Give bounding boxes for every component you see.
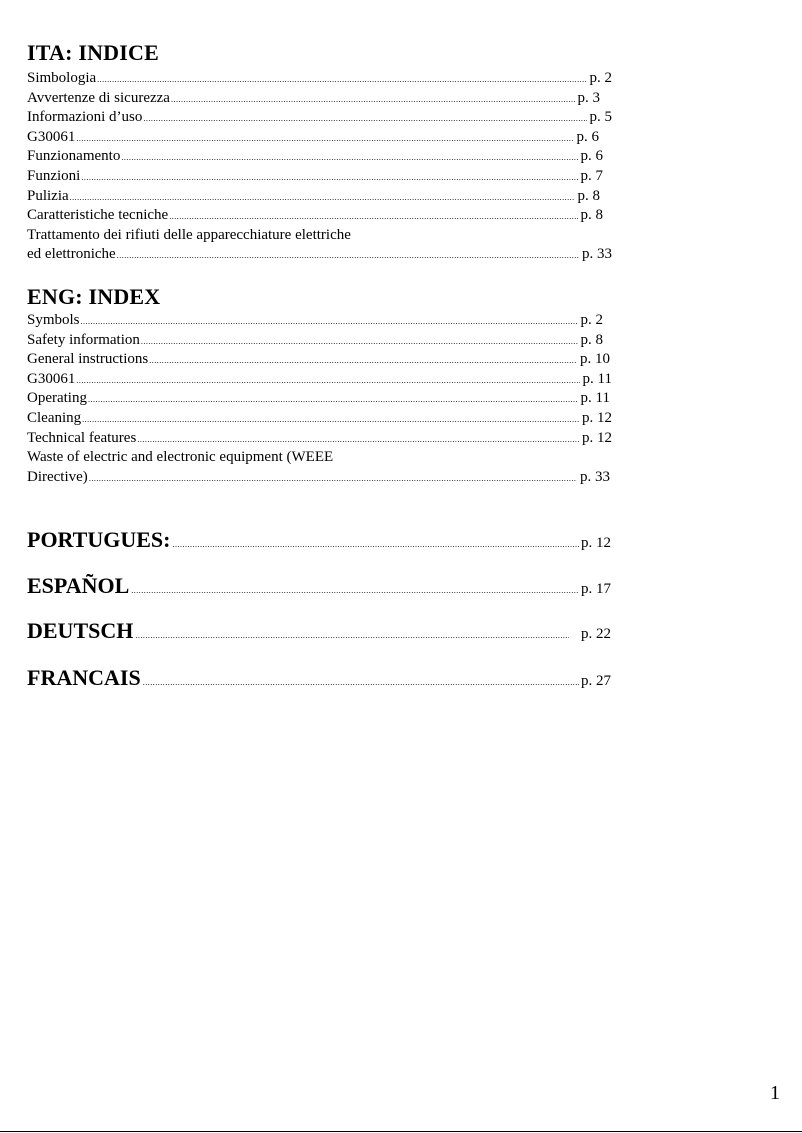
toc-entry-technical bbox=[27, 429, 612, 449]
toc-page-ref: p. 5 bbox=[589, 109, 612, 126]
ita-index-section bbox=[27, 40, 612, 265]
lang-page-ref: p. 22 bbox=[581, 626, 611, 642]
toc-entry-safety bbox=[27, 331, 603, 351]
lang-leader-dots bbox=[135, 631, 569, 640]
toc-leader-dots bbox=[171, 90, 575, 110]
toc-leader-dots bbox=[169, 207, 577, 227]
toc-label: Cleaning bbox=[27, 409, 82, 426]
toc-page-ref: p. 8 bbox=[580, 331, 603, 348]
toc-label: Avvertenze di sicurezza bbox=[27, 89, 170, 106]
lang-entry-portugues bbox=[27, 527, 611, 553]
toc-entry-weee-eng bbox=[27, 468, 610, 488]
toc-entry-funzioni bbox=[27, 167, 603, 187]
toc-label: Pulizia bbox=[27, 187, 69, 204]
toc-entry-informazioni bbox=[27, 108, 612, 128]
toc-label: Technical features bbox=[27, 429, 137, 446]
toc-leader-dots bbox=[89, 469, 577, 489]
toc-entry-operating bbox=[27, 389, 610, 409]
bottom-divider bbox=[0, 1131, 802, 1132]
toc-entry-general bbox=[27, 350, 610, 370]
toc-leader-dots bbox=[76, 129, 573, 149]
toc-leader-dots bbox=[117, 246, 579, 266]
toc-page-ref: p. 6 bbox=[576, 128, 599, 145]
toc-leader-dots bbox=[81, 168, 577, 188]
toc-label: Funzioni bbox=[27, 167, 81, 184]
eng-index-section bbox=[27, 284, 612, 487]
lang-leader-dots bbox=[172, 540, 579, 549]
lang-page-ref: p. 17 bbox=[581, 581, 611, 597]
lang-leader-dots bbox=[143, 678, 579, 687]
toc-page-ref: p. 10 bbox=[580, 351, 610, 368]
lang-entry-deutsch bbox=[27, 618, 611, 644]
lang-label: FRANCAIS bbox=[27, 665, 141, 690]
toc-leader-dots bbox=[121, 148, 577, 168]
toc-entry-g30061 bbox=[27, 128, 599, 148]
toc-leader-dots bbox=[76, 371, 579, 391]
toc-label: Safety information bbox=[27, 331, 140, 348]
toc-page-ref: p. 2 bbox=[589, 70, 612, 86]
lang-entry-francais bbox=[27, 665, 611, 691]
lang-label: ESPAÑOL bbox=[27, 573, 130, 598]
toc-entry-symbols bbox=[27, 311, 603, 331]
toc-entry-weee-eng-line1: Waste of electric and electronic equipment (WEEE bbox=[27, 449, 334, 466]
toc-page-ref: p. 33 bbox=[580, 468, 610, 485]
toc-entry-avvertenze bbox=[27, 89, 600, 109]
toc-page-ref: p. 3 bbox=[577, 89, 600, 106]
toc-leader-dots bbox=[81, 312, 578, 332]
toc-label: Caratteristiche tecniche bbox=[27, 207, 169, 224]
toc-entry-pulizia bbox=[27, 187, 600, 207]
toc-page-ref: p. 2 bbox=[580, 312, 603, 328]
toc-page-ref: p. 8 bbox=[577, 187, 600, 204]
toc-leader-dots bbox=[143, 109, 586, 129]
toc-label: Directive) bbox=[27, 468, 88, 485]
toc-page-ref: p. 7 bbox=[580, 167, 603, 184]
toc-page-ref: p. 8 bbox=[580, 207, 603, 224]
toc-page-ref: p. 11 bbox=[582, 370, 612, 387]
toc-label: G30061 bbox=[27, 370, 76, 387]
toc-label: Simbologia bbox=[27, 70, 97, 86]
lang-page-ref: p. 27 bbox=[581, 673, 611, 689]
toc-entry-simbologia bbox=[27, 69, 612, 89]
toc-leader-dots bbox=[137, 430, 579, 450]
ita-index-title: ITA: INDICE bbox=[27, 40, 159, 65]
toc-page-ref: p. 12 bbox=[582, 429, 612, 446]
eng-index-title: ENG: INDEX bbox=[27, 284, 161, 309]
toc-label: Symbols bbox=[27, 312, 80, 328]
toc-leader-dots bbox=[88, 390, 578, 410]
toc-entry-weee bbox=[27, 245, 612, 265]
toc-label: General instructions bbox=[27, 351, 149, 368]
toc-entry-g30061-eng bbox=[27, 370, 612, 390]
lang-label: PORTUGUES: bbox=[27, 527, 171, 552]
toc-entry-cleaning bbox=[27, 409, 612, 429]
lang-page-ref: p. 12 bbox=[581, 535, 611, 551]
toc-page-ref: p. 11 bbox=[580, 390, 610, 407]
page-number: 1 bbox=[770, 1082, 780, 1104]
toc-label: Informazioni d’uso bbox=[27, 109, 143, 126]
lang-leader-dots bbox=[131, 586, 579, 595]
toc-leader-dots bbox=[70, 188, 575, 208]
toc-label: Operating bbox=[27, 390, 87, 407]
toc-leader-dots bbox=[149, 351, 577, 371]
toc-entry-funzionamento bbox=[27, 147, 603, 167]
toc-page-ref: p. 33 bbox=[582, 246, 612, 263]
lang-label: DEUTSCH bbox=[27, 618, 134, 643]
toc-leader-dots bbox=[141, 332, 578, 352]
toc-page-ref: p. 12 bbox=[582, 409, 612, 426]
toc-label: ed elettroniche bbox=[27, 246, 116, 263]
toc-leader-dots bbox=[97, 70, 586, 90]
toc-label: G30061 bbox=[27, 128, 76, 145]
toc-entry-caratteristiche bbox=[27, 206, 603, 226]
toc-page-ref: p. 6 bbox=[580, 148, 603, 165]
lang-entry-espanol bbox=[27, 573, 611, 599]
toc-leader-dots bbox=[82, 410, 579, 430]
toc-entry-weee-line1: Trattamento dei rifiuti delle apparecchiature elettriche bbox=[27, 226, 351, 243]
toc-label: Funzionamento bbox=[27, 148, 121, 165]
